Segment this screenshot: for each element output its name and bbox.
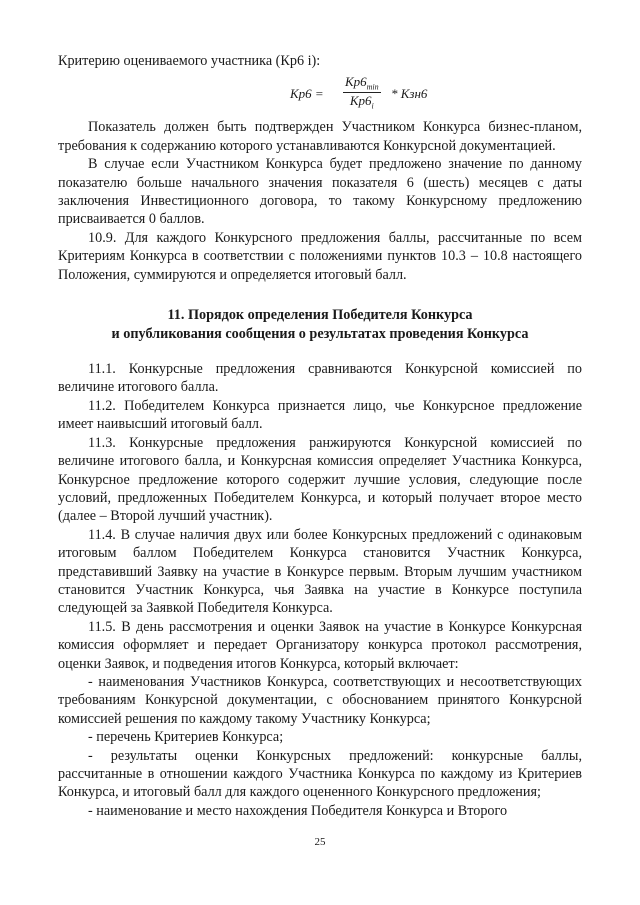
formula-fraction (343, 74, 381, 110)
paragraph-11-5: 11.5. В день рассмотрения и оценки Заявок на участие в Конкурсе Конкурсная комиссия оформляет и передает Организатору конкурса протокол рассмотрения, оценки Заявок, и подведения итогов Конкурса, который включает: (58, 618, 582, 672)
paragraph-11-1: 11.1. Конкурсные предложения сравниваются Конкурсной комиссией по величине итогового балла. (58, 361, 582, 396)
list-item: - наименование и место нахождения Победителя Конкурса и Второго (88, 802, 508, 819)
paragraph-11-2: 11.2. Победителем Конкурса признается лицо, чье Конкурсное предложение имеет наивысший итоговый балл. (58, 397, 582, 433)
section-heading (58, 306, 582, 344)
formula-lhs: Кр6 = (290, 86, 324, 102)
paragraph-11-4: 11.4. В случае наличия двух или более Конкурсных предложений с одинаковым итоговым баллом Победителем Конкурса становится Участник Конкурса, представивший Заявку на участие в Конкурсе первым. Вторым лучшим участником становится Участник Конкурса, чья Заявка на участие в Конкурсе поступила следующей за Заявкой Победителя Конкурса. (58, 526, 582, 617)
formula (58, 74, 582, 112)
formula-denominator: $Кр6_i$ (349, 93, 374, 111)
paragraph: В случае если Участником Конкурса будет предложено значение по данному показателю больше начального значения показателя 6 (шесть) месяцев с даты заключения Инвестиционного договора, то такому Конкурсному предложению присваивается 0 баллов. (58, 156, 582, 228)
paragraph: 10.9. Для каждого Конкурсного предложения баллы, рассчитанные по всем Критериям Конкурса в соответствии с положениями пунктов 10.3 – 10.8 настоящего Положения, суммируются и определяется итоговый балл. (58, 229, 582, 283)
paragraph-11-3: 11.3. Конкурсные предложения ранжируются Конкурсной комиссией по величине итогового балла, и Конкурсная комиссия определяет Участника Конкурса, Конкурсное предложение которого содержит лучшие условия, следующие после условий, предложенных Победителем Конкурса, и который получает второе место (далее – Второй лучший участник). (58, 434, 582, 525)
formula-numerator: $Кр6_{min}$ (345, 74, 379, 92)
paragraph: Показатель должен быть подтвержден Участником Конкурса бизнес-планом, требования к содержанию которого устанавливаются Конкурсной документацией. (58, 119, 582, 154)
list-item: - перечень Критериев Конкурса; (88, 729, 284, 746)
section-heading-line-2: и опубликования сообщения о результатах проведения Конкурса (111, 326, 529, 343)
list-item: - результаты оценки Конкурсных предложений: конкурсные баллы, рассчитанные в отношении каждого Участника Конкурса по каждому из Критериев Конкурса, и итоговый балл для каждого оцененного Конкурсного предложения; (58, 747, 582, 801)
intro-line: Критерию оцениваемого участника (Кр6 i): (58, 53, 321, 69)
section-heading-line-1: 11. Порядок определения Победителя Конкурса (167, 307, 473, 324)
list-item: - наименования Участников Конкурса, соответствующих и несоответствующих требованиям Конкурсной документации, с обоснованием принятого Конкурсной комиссией решения по каждому такому Участнику Конкурса; (58, 673, 582, 727)
page-number: 25 (314, 836, 326, 848)
formula-rhs: * Кзн6 (391, 86, 428, 102)
